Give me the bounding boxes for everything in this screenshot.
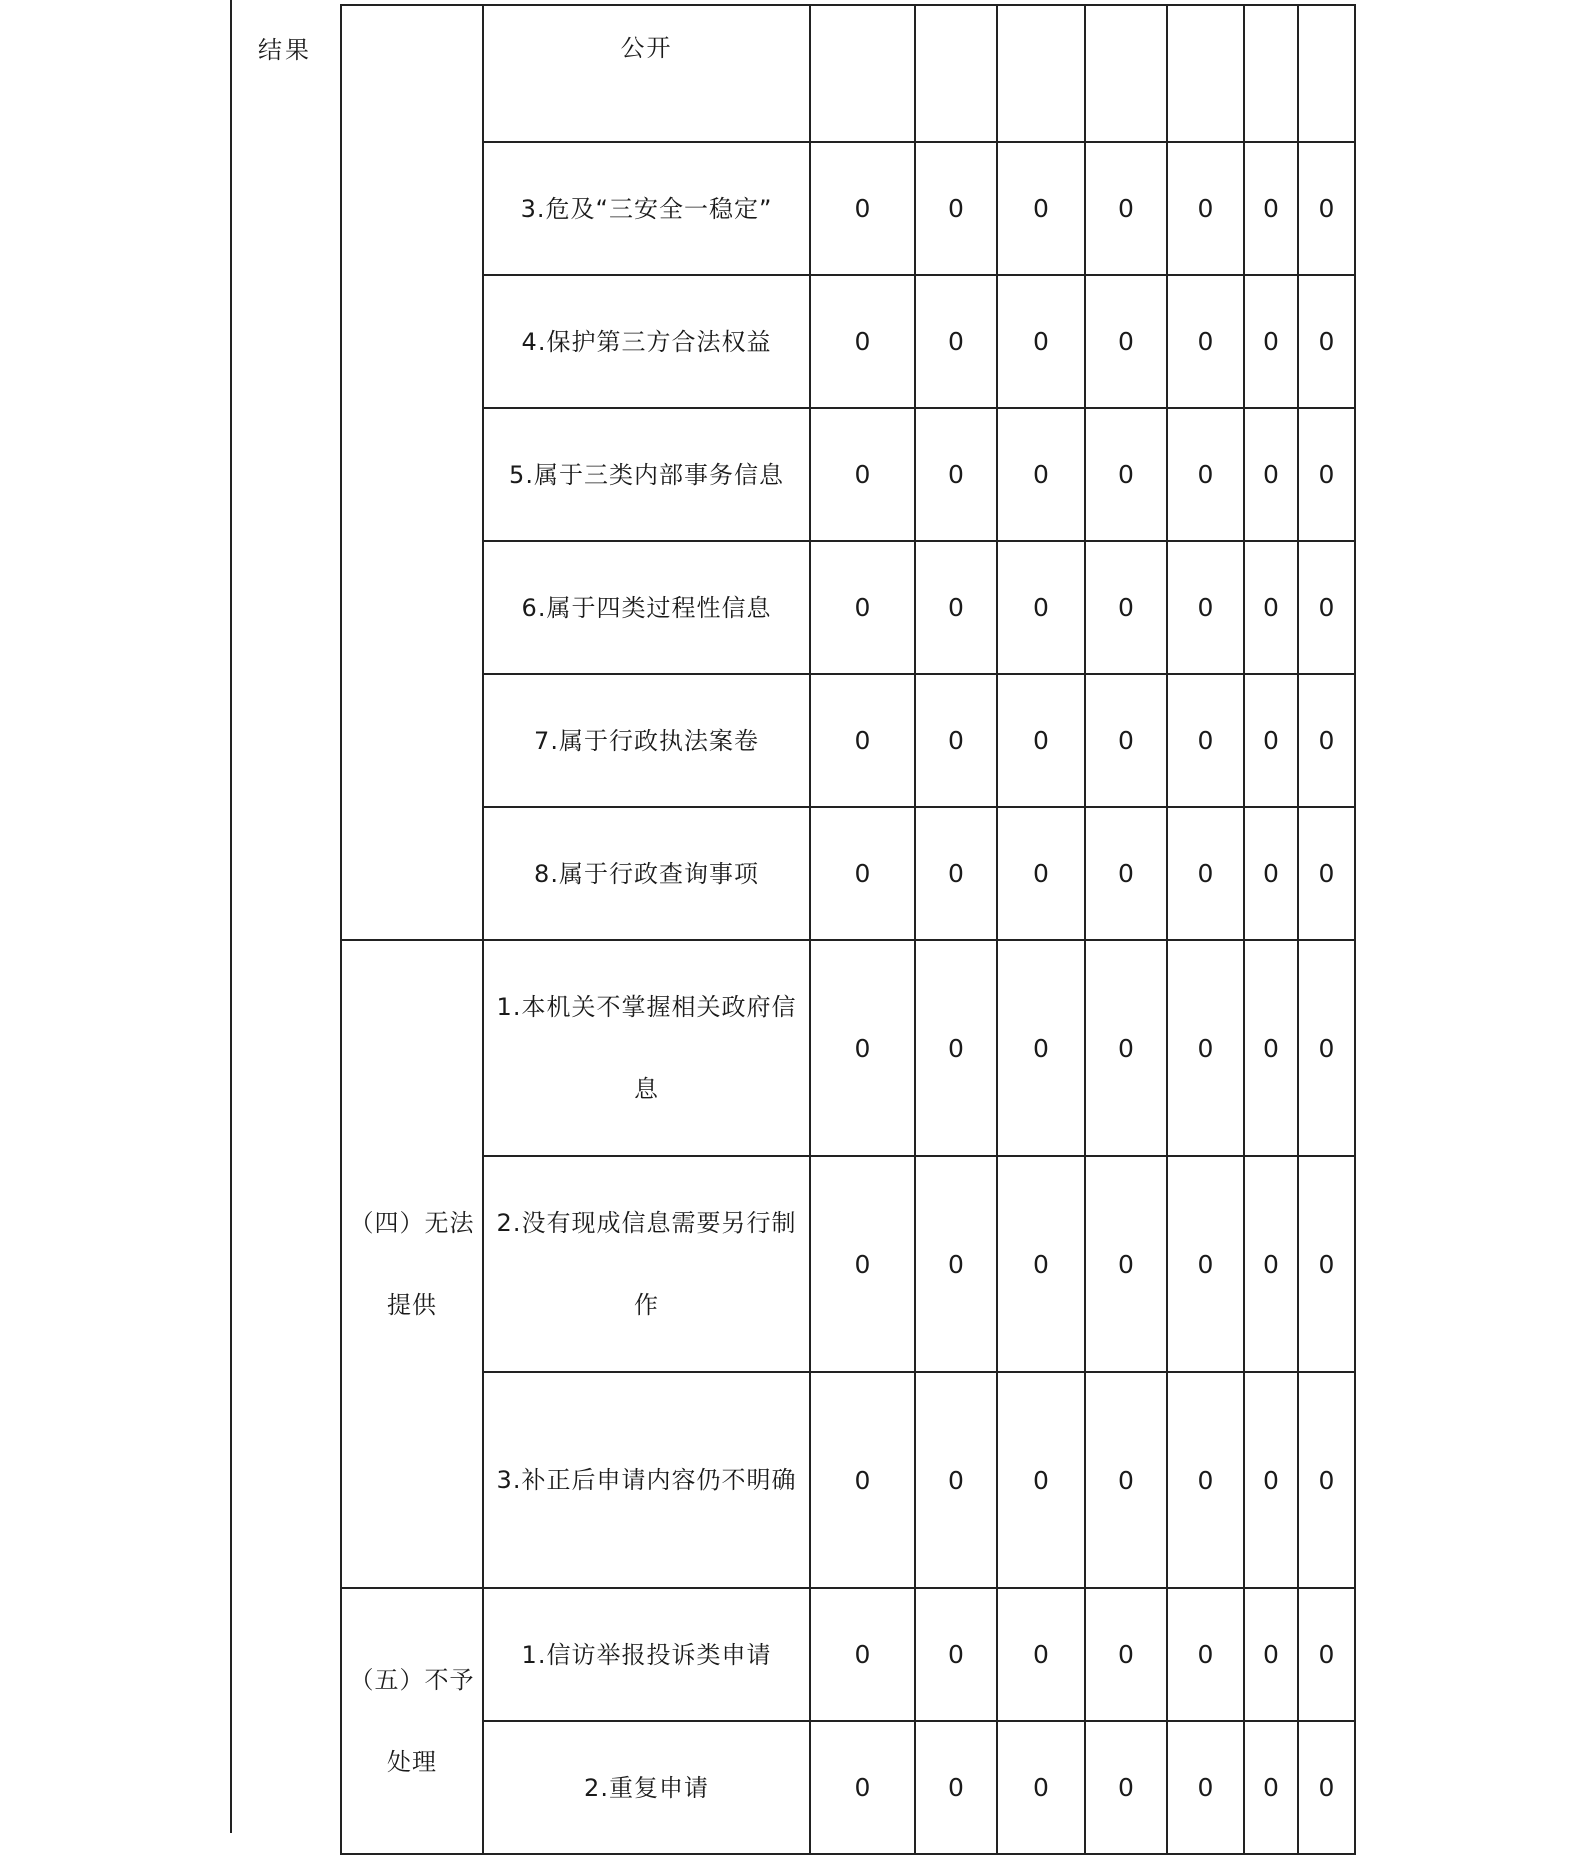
- value-cell: 0: [1244, 541, 1298, 674]
- value-cell: 0: [915, 807, 997, 940]
- value-cell: 0: [810, 1156, 915, 1372]
- row-label: 2.重复申请: [483, 1721, 810, 1854]
- row-label: 3.补正后申请内容仍不明确: [483, 1372, 810, 1588]
- row-label: 5.属于三类内部事务信息: [483, 408, 810, 541]
- value-cell: 0: [1167, 541, 1244, 674]
- value-cell: [1085, 5, 1167, 142]
- value-cell: 0: [1298, 541, 1355, 674]
- group-three-cell: [341, 5, 483, 940]
- value-cell: 0: [1298, 674, 1355, 807]
- table-row: [341, 142, 1355, 275]
- table-row: [341, 541, 1355, 674]
- value-cell: 0: [997, 275, 1085, 408]
- value-cell: 0: [1167, 142, 1244, 275]
- value-cell: 0: [997, 1372, 1085, 1588]
- value-cell: 0: [1298, 1372, 1355, 1588]
- value-cell: 0: [1167, 807, 1244, 940]
- value-cell: 0: [915, 1588, 997, 1721]
- value-cell: [1298, 5, 1355, 142]
- value-cell: 0: [1298, 1721, 1355, 1854]
- result-header-label: 结果: [258, 36, 312, 64]
- table-row: [341, 1156, 1355, 1372]
- row-label: 8.属于行政查询事项: [483, 807, 810, 940]
- value-cell: 0: [915, 1372, 997, 1588]
- value-cell: 0: [1244, 1588, 1298, 1721]
- table-outer-border-left: [230, 0, 232, 1833]
- value-cell: 0: [1085, 1721, 1167, 1854]
- value-cell: 0: [1298, 1156, 1355, 1372]
- value-cell: 0: [1085, 940, 1167, 1156]
- row-label: 4.保护第三方合法权益: [483, 275, 810, 408]
- value-cell: 0: [1085, 142, 1167, 275]
- value-cell: 0: [915, 275, 997, 408]
- value-cell: 0: [997, 674, 1085, 807]
- value-cell: 0: [997, 541, 1085, 674]
- table-row: [341, 1588, 1355, 1721]
- disclosure-statistics-table: [340, 4, 1356, 1855]
- value-cell: 0: [1244, 275, 1298, 408]
- value-cell: 0: [1298, 940, 1355, 1156]
- row-label: 公开: [483, 5, 810, 142]
- value-cell: 0: [1244, 1721, 1298, 1854]
- value-cell: 0: [810, 1588, 915, 1721]
- value-cell: 0: [915, 408, 997, 541]
- row-label: 6.属于四类过程性信息: [483, 541, 810, 674]
- table-row: [341, 1372, 1355, 1588]
- value-cell: 0: [997, 1588, 1085, 1721]
- value-cell: 0: [915, 1721, 997, 1854]
- value-cell: [1244, 5, 1298, 142]
- row-label: 2.没有现成信息需要另行制作: [483, 1156, 810, 1372]
- row-label: 1.本机关不掌握相关政府信息: [483, 940, 810, 1156]
- row-label: 7.属于行政执法案卷: [483, 674, 810, 807]
- value-cell: 0: [810, 408, 915, 541]
- value-cell: 0: [915, 1156, 997, 1372]
- value-cell: 0: [997, 408, 1085, 541]
- value-cell: [810, 5, 915, 142]
- table-row: [341, 1721, 1355, 1854]
- value-cell: 0: [1244, 1156, 1298, 1372]
- table-row: [341, 408, 1355, 541]
- value-cell: 0: [1085, 674, 1167, 807]
- value-cell: 0: [1298, 142, 1355, 275]
- table-row: [341, 807, 1355, 940]
- value-cell: 0: [1085, 1588, 1167, 1721]
- value-cell: 0: [1085, 807, 1167, 940]
- value-cell: 0: [810, 940, 915, 1156]
- value-cell: 0: [915, 674, 997, 807]
- value-cell: 0: [1244, 408, 1298, 541]
- value-cell: 0: [1244, 674, 1298, 807]
- group-four-title: （四）无法提供: [341, 940, 483, 1588]
- value-cell: 0: [997, 1156, 1085, 1372]
- value-cell: 0: [810, 275, 915, 408]
- value-cell: 0: [997, 142, 1085, 275]
- value-cell: 0: [1244, 807, 1298, 940]
- table-row: [341, 275, 1355, 408]
- value-cell: 0: [810, 674, 915, 807]
- row-label: 1.信访举报投诉类申请: [483, 1588, 810, 1721]
- group-five-title: （五）不予处理: [341, 1588, 483, 1854]
- value-cell: 0: [1085, 541, 1167, 674]
- value-cell: 0: [810, 1372, 915, 1588]
- table-row: [341, 674, 1355, 807]
- value-cell: [915, 5, 997, 142]
- value-cell: 0: [1167, 408, 1244, 541]
- value-cell: 0: [1085, 275, 1167, 408]
- value-cell: 0: [1167, 674, 1244, 807]
- value-cell: 0: [1167, 1721, 1244, 1854]
- value-cell: 0: [1085, 1372, 1167, 1588]
- row-label: 3.危及“三安全一稳定”: [483, 142, 810, 275]
- value-cell: 0: [1167, 275, 1244, 408]
- value-cell: 0: [1298, 807, 1355, 940]
- value-cell: 0: [1167, 1588, 1244, 1721]
- value-cell: [1167, 5, 1244, 142]
- value-cell: 0: [1167, 940, 1244, 1156]
- value-cell: 0: [1244, 142, 1298, 275]
- value-cell: 0: [810, 142, 915, 275]
- value-cell: 0: [1085, 408, 1167, 541]
- value-cell: 0: [810, 541, 915, 674]
- value-cell: 0: [997, 940, 1085, 1156]
- value-cell: 0: [1298, 275, 1355, 408]
- value-cell: 0: [1244, 940, 1298, 1156]
- value-cell: 0: [1085, 1156, 1167, 1372]
- table-row: [341, 940, 1355, 1156]
- value-cell: 0: [1244, 1372, 1298, 1588]
- value-cell: 0: [915, 940, 997, 1156]
- value-cell: 0: [1298, 408, 1355, 541]
- value-cell: 0: [810, 807, 915, 940]
- value-cell: 0: [997, 1721, 1085, 1854]
- value-cell: 0: [915, 142, 997, 275]
- value-cell: 0: [1167, 1372, 1244, 1588]
- value-cell: 0: [997, 807, 1085, 940]
- value-cell: [997, 5, 1085, 142]
- table-row: [341, 5, 1355, 142]
- value-cell: 0: [1167, 1156, 1244, 1372]
- value-cell: 0: [1298, 1588, 1355, 1721]
- value-cell: 0: [915, 541, 997, 674]
- value-cell: 0: [810, 1721, 915, 1854]
